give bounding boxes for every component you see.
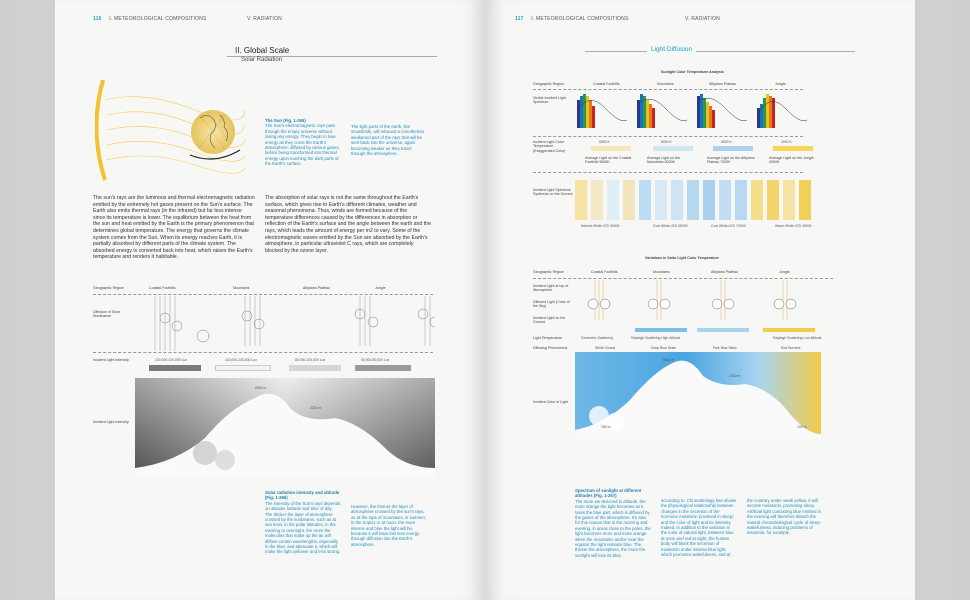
intensity-altiplano: 80,000-100,000 Lux bbox=[295, 358, 326, 362]
alt-low: 150 m bbox=[163, 465, 173, 469]
temp-bar-jungle bbox=[773, 146, 813, 151]
right-alt-peak: 6962 m bbox=[663, 358, 675, 362]
row-diffused: Diffused Light (Color of the Sky) bbox=[533, 300, 570, 309]
phen-red-sunsets: Red Sunsets bbox=[781, 346, 801, 350]
chart2-region-coastal: Coastal Foothills bbox=[591, 270, 618, 274]
temp-jungle: 4000 K bbox=[781, 140, 792, 144]
right-page bbox=[485, 0, 915, 600]
phen-white-clouds: White Clouds bbox=[595, 346, 616, 350]
spectrum-charts bbox=[575, 90, 815, 136]
led-cool-6500: Cool White LED 6500K bbox=[653, 224, 688, 228]
sun-caption-right: The light parts of the earth, like snowfields, will rebound a nonetheless weakened part of the rays that will be sent back into the universe, again becoming weaker as they travel through the atmosphere. bbox=[351, 124, 425, 157]
intensity-bar-mountains bbox=[215, 365, 271, 371]
chart1-region-coastal: Coastal Foothills bbox=[593, 82, 620, 86]
bottom-caption-title: Solar radiation intensity and altitude (Fig. 1-266) bbox=[265, 490, 340, 501]
diffusion-diagram bbox=[135, 296, 435, 354]
body-text-left: The sun's rays are the luminous and thermal electromagnetic radiation emitted by the extremely hot gases present on the Sun's surface. The Earth also emits thermal rays (in the infrared) but far less intense since its temperature is lower. The equilibrium between the heat from the sun and heat emitted by the Earth is the primary phenomenon that determines global temperature. The energy that governs the climate system comes from the Sun. When its energy reaches Earth, it is partially absorbed by different parts of the climate system. The absorbed energy is converted back into heat, which raises the Earth's temperature and renders it habitable. bbox=[93, 195, 255, 261]
grayscale-terrain bbox=[135, 378, 435, 478]
bottom-caption-2: However, the thinner the layer of atmosphere crossed by the sun's rays, as at the tops of mountains, in summer, in the tropics or at noon, the more intense and blue the light will be, because it will have lost less energy through diffusion into the Earth's atmosphere. bbox=[351, 504, 426, 547]
row-spectrum-label: Incident Light Spectrum Synthesis on the Ground bbox=[533, 188, 573, 197]
temp-altiplano: 6500 K bbox=[721, 140, 732, 144]
intensity-jungle: 50,000-80,000 Lux bbox=[361, 358, 390, 362]
light-temp-bar-jungle bbox=[763, 328, 815, 332]
intensity-bar-altiplano bbox=[289, 365, 341, 371]
phen-deep-blue: Deep Blue Skies bbox=[651, 346, 677, 350]
row-incident-atmo: Incident Light at top of Atmosphere bbox=[533, 284, 569, 293]
avg-jungle: Average Light on the Jungle 4000K bbox=[769, 156, 814, 165]
right-alt-right: 100 m bbox=[797, 425, 807, 429]
chart2-region-jungle: Jungle bbox=[779, 270, 790, 274]
region-jungle: Jungle bbox=[375, 286, 386, 290]
temp-coastal: 5500 K bbox=[599, 140, 610, 144]
alt-right: 100 m bbox=[400, 465, 410, 469]
right-bottom-caption-title: Spectrum of sunlight at different altitudes (Fig. 1-267) bbox=[575, 488, 642, 499]
right-bottom-caption bbox=[575, 488, 651, 558]
row-incident-color: Incident Color of Light bbox=[533, 400, 568, 404]
bottom-caption bbox=[265, 490, 341, 555]
light-temp-bar-mountains bbox=[635, 328, 687, 332]
chart2-region-mountains: Mountains bbox=[653, 270, 670, 274]
right-bottom-caption-1: The more we descend in altitude, the more orange the light becomes as it loses the blue part, which is diffused by the gases of the atmosphere. It's also for this reason that in the morning and evening, in areas close to the poles, the light becomes more and more orange when the mountains and/or near the equator the light remains blue. The thicker the atmosphere, the more the sunlight will lose its blue. bbox=[575, 498, 651, 558]
sun-caption bbox=[265, 118, 341, 167]
avg-coastal: Average Light on the Coastal Foothills 5500K bbox=[585, 156, 632, 165]
intensity-bar-coastal bbox=[149, 365, 201, 371]
right-title: Light Diffusion bbox=[647, 46, 696, 53]
sun-caption-body: The Sun's electromagnetic rays pass through the empty universe without losing any energy. They begin to lose energy as they cross the Earth's atmosphere, diffused by various gases, before being transformed into thermal energy upon touching the dark parts of the Earth's surface. bbox=[265, 123, 340, 167]
diffusion-label: Diffusion of Solar Illuminance bbox=[93, 310, 121, 319]
temp-bar-altiplano bbox=[713, 146, 753, 151]
right-chapter: I. METEOROLOGICAL COMPOSITIONS bbox=[531, 16, 629, 22]
led-cool-7000: Cool White LED 7000K bbox=[711, 224, 746, 228]
left-page bbox=[55, 0, 485, 600]
chart1-region-mountains: Mountains bbox=[657, 82, 674, 86]
avg-altiplano: Average Light on the Altiplano Plateau 7000K bbox=[707, 156, 755, 165]
left-page-header bbox=[93, 16, 206, 22]
intensity-coastal: 100,000-120,000 Lux bbox=[155, 358, 188, 362]
spectrum-synthesis bbox=[575, 180, 819, 220]
chart2-geo-label: Geographic Region bbox=[533, 270, 564, 274]
chart1-region-altiplano: Altiplano Plateau bbox=[709, 82, 736, 86]
alt-mid: 2330 m bbox=[310, 406, 322, 410]
scatter-high: Rayleigh Scattering High Altitude bbox=[631, 336, 681, 340]
row-color-temp-label: Incident Light Color Temperature (Exaggerated Color) bbox=[533, 140, 566, 153]
scatter-low: Rayleigh Scattering Low Altitude bbox=[773, 336, 822, 340]
row-diffusing: Diffusing Phenomena bbox=[533, 346, 568, 350]
chart1-region-jungle: Jungle bbox=[775, 82, 786, 86]
row-ground: Incident Light on the Ground bbox=[533, 316, 566, 325]
left-subtitle: Solar Radiation bbox=[241, 57, 283, 63]
chart2-title: Variations in Solar Light Color Temperature bbox=[645, 256, 720, 260]
right-alt-low: 150 m bbox=[601, 425, 611, 429]
sun-caption-title: The Sun (Fig. 1-265) bbox=[265, 118, 306, 123]
intensity-bar-jungle bbox=[355, 365, 411, 371]
phen-pale-blue: Pale Blue Skies bbox=[713, 346, 737, 350]
right-bottom-caption-2: according to. Chronobiology has shown the physiological relationship between changes in the secretion of the hormone melatonin (involved in sleep) and the color of light and its intensity. Indeed, in addition to the variation in the color of natural light, between blue at noon and red at night, the human body will block the secretion of melatonin under intense blue light, which promotes wakefulness, and at bbox=[661, 498, 737, 558]
scatter-geometric: Geometric Scattering bbox=[581, 336, 613, 340]
row-light-temp: Light Temperature bbox=[533, 336, 562, 340]
body-text-right: The absorption of solar rays is not the same throughout the Earth's surface, which gives rise to Earth's different climates, weather and seasonal phenomena. Thus, winds are formed because of the temperature differences caused by the differences in absorption or reflection of the Earth's surface and the angle between the earth and the rays, which leads the amount of energy per m2 to vary. Some of the electromagnetic waves emitted by the Sun are absorbed by the Earth's atmosphere, in particular ultraviolet C rays, which are completely blocked by the ozone layer. bbox=[265, 195, 431, 254]
color-terrain bbox=[575, 352, 821, 440]
temp-mountains: 6000 K bbox=[661, 140, 672, 144]
right-page-number: 117 bbox=[515, 16, 524, 22]
light-temp-bar-altiplano bbox=[697, 328, 749, 332]
right-section: V. RADIATION bbox=[685, 16, 720, 22]
incident-label-2: Incident Light Intensity bbox=[93, 420, 129, 424]
scattering-diagram bbox=[575, 280, 835, 328]
avg-mountains: Average Light on the Mountains 6000K bbox=[647, 156, 681, 165]
right-page-header bbox=[515, 16, 628, 22]
region-mountains: Mountains bbox=[233, 286, 250, 290]
bottom-caption-body: The intensity of the Sun's rays depends on altitude, latitude and time of day. The thicker the layer of atmosphere crossed by the sunbeams, such as at sea level, in the polar latitudes, in the evening or overnight, the more the molecules that make up the air will diffuse certain wavelengths, especially in the blue, and attenuate it, which will make the light yellower and less strong. bbox=[265, 500, 341, 555]
temp-bar-mountains bbox=[653, 146, 693, 151]
sun-earth-illustration bbox=[95, 70, 285, 190]
right-bottom-caption-3: the contrary under weak yellow, it will secrete melatonin, promoting sleep. Artificial light contacting blue emitted in the evening will therefore disturb the natural chronobiological cycle of sleep-wakefulness, inducing problems of insomnia, for example. bbox=[747, 498, 822, 536]
left-page-number: 116 bbox=[93, 16, 102, 22]
left-title: II. Global Scale bbox=[235, 46, 290, 55]
row-visible-label: Visible Incident Light Spectrum bbox=[533, 96, 566, 105]
led-warm: Warm White LED 4000K bbox=[775, 224, 812, 228]
led-neutral: Neutral White LED 5000K bbox=[581, 224, 620, 228]
left-chapter: I. METEOROLOGICAL COMPOSITIONS bbox=[109, 16, 207, 22]
region-coastal: Coastal Foothills bbox=[149, 286, 176, 290]
intensity-mountains: 110,000-130,000 Lux bbox=[225, 358, 257, 362]
temp-bar-coastal bbox=[591, 146, 631, 151]
region-altiplano: Altiplano Plateau bbox=[303, 286, 330, 290]
left-section: V. RADIATION bbox=[247, 16, 282, 22]
alt-peak: 6962 m bbox=[255, 386, 267, 390]
chart1-title: Sunlight Color Temperature Analysis bbox=[661, 70, 724, 74]
chart1-geo-label: Geographic Region bbox=[533, 82, 564, 86]
incident-label: Incident Light Intensity bbox=[93, 358, 129, 362]
right-alt-mid: 2330 m bbox=[729, 374, 741, 378]
chart2-region-altiplano: Altiplano Plateau bbox=[711, 270, 738, 274]
geo-region-label: Geographic Region bbox=[93, 286, 124, 290]
